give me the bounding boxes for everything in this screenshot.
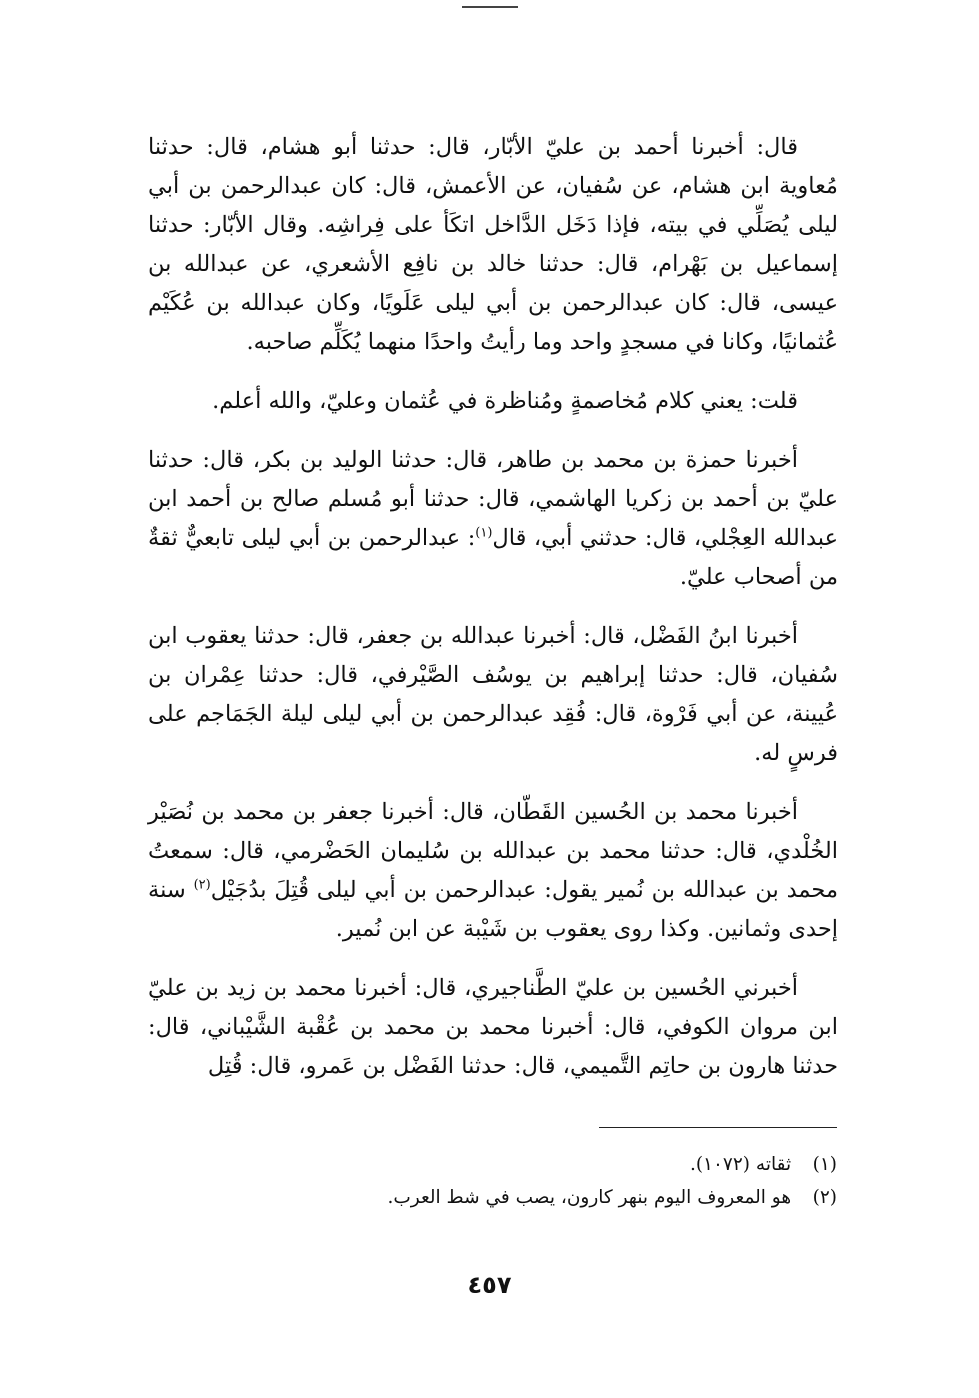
paragraph-4-text: أخبرنا ابنُ الفَضْل، قال: أخبرنا عبدالله بن جعفر، قال: حدثنا يعقوب ابن سُفيان، قال: حدثنا إبراهيم بن يوسُف الصَّيْرفي، قال: حدثنا عِمْران بن عُيينة، عن أبي فَرْوة، قال: فُقِد عبدالرحمن بن أبي ليلى ليلة الجَمَاجم على فرسٍ له. [148,623,838,766]
paragraph-2-text: قلت: يعني كلام مُخاصمةٍ ومُناظرة في عُثمان وعليّ، والله أعلم. [212,388,798,414]
footnote-2-number: (٢) [812,1187,837,1208]
footnotes [237,1148,837,1214]
paragraph-2-note [148,382,838,421]
footnote-1-text: ثقاته (١٠٧٢). [689,1154,792,1175]
footnote-ref-2[interactable]: (٢) [193,877,211,893]
paragraph-5-text: أخبرنا محمد بن الحُسين القَطّان، قال: أخبرنا جعفر بن محمد بن نُصَيْر الخُلْدي، قال: حدثنا محمد بن عبدالله بن سُليمان الحَضْرمي، قال: سمعتُ محمد بن عبدالله بن نُمير يقول: عبدالرحمن بن أبي ليلى قُتِلَ بدُجَيْل [148,799,839,903]
paragraph-5 [148,793,838,949]
paragraph-1-text: قال: أخبرنا أحمد بن عليّ الأبّار، قال: حدثنا أبو هشام، قال: حدثنا مُعاوية ابن هشام، عن سُفيان، عن الأعمش، قال: كان عبدالرحمن بن أبي ليلى يُصَلِّي في بيته، فإذا دَخَل الدَّاخل اتكَأ على فِراشِه. وقال الأبّار: حدثنا إسماعيل بن بَهْرام، قال: حدثنا خالد بن نافِع الأشعري، عن عبدالله بن عيسى، قال: كان عبدالرحمن بن أبي ليلى عَلَويًا، وكان عبدالله بن عُكَيْم عُثمانيًا، وكانا في مسجدٍ واحد وما رأيتُ واحدًا منهما يُكَلِّم صاحبه. [148,134,838,355]
footnote-1-number: (١) [812,1154,837,1175]
footnote-1 [237,1148,837,1181]
top-mark [462,0,518,8]
paragraph-3 [148,441,838,597]
paragraph-3-text: أخبرنا حمزة بن محمد بن طاهر، قال: حدثنا الوليد بن بكر، قال: حدثنا عليّ بن أحمد بن زكريا الهاشمي، قال: حدثنا أبو مُسلم صالح بن أحمد ابن عبدالله العِجْلي، قال: حدثني أبي، قال [148,447,838,551]
paragraph-3-text-after: : عبدالرحمن بن أبي ليلى تابعيٌّ ثقةٌ من أصحاب عليّ. [148,525,838,590]
paragraph-4 [148,617,838,773]
footnote-divider [599,1127,837,1128]
footnote-2-text: هو المعروف اليوم بنهر كارون، يصب في شط العرب. [387,1187,792,1208]
footnote-ref-1[interactable]: (١) [475,525,493,541]
paragraph-6-text: أخبرني الحُسين بن عليّ الطَّناجيري، قال: أخبرنا محمد بن زيد بن عليّ ابن مروان الكوفي، قال: أخبرنا محمد بن محمد بن عُقْبة الشَّيْباني، قال: حدثنا هارون بن حاتِم التَّميمي، قال: حدثنا الفَضْل بن عَمرو، قال: قُتِل [148,975,838,1079]
page-number: ٤٥٧ [467,1271,512,1299]
paragraph-1 [148,128,838,362]
paragraph-5-text-after: سنة إحدى وثمانين. وكذا روى يعقوب بن شَيْبة عن ابن نُمير. [148,877,838,942]
paragraph-6 [148,969,838,1086]
page-body [148,128,838,1106]
footnote-2 [237,1181,837,1214]
